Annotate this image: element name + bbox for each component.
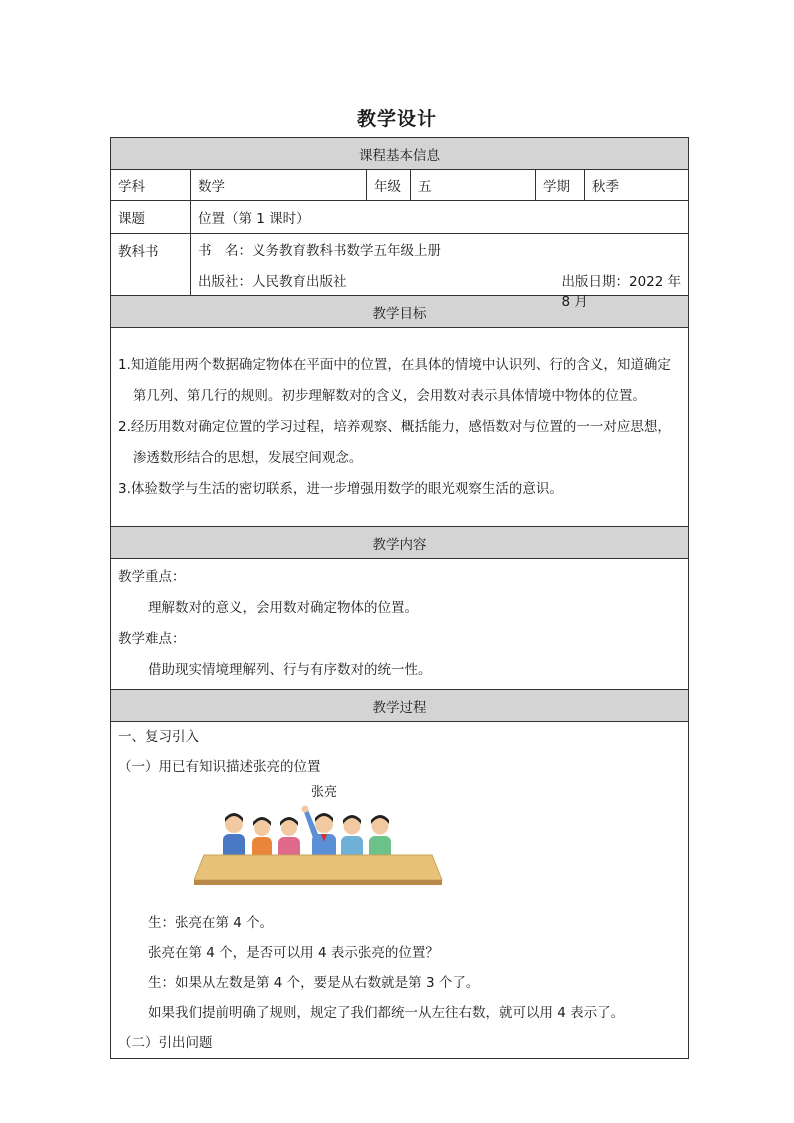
book-line: 书 名：义务教育教科书数学五年级上册 xyxy=(191,234,689,265)
dialog-line: 如果我们提前明确了规则，规定了我们都统一从左往右数，就可以用 4 表示了。 xyxy=(148,1005,625,1021)
lesson-table xyxy=(110,137,689,1059)
key-label: 教学重点： xyxy=(118,569,186,585)
objectives-body xyxy=(111,328,689,527)
topic-label: 课题 xyxy=(111,201,191,234)
topic-value: 位置（第 1 课时） xyxy=(191,201,689,234)
step1: 一、复习引入 xyxy=(118,729,199,745)
difficulty-text: 借助现实情境理解列、行与有序数对的统一性。 xyxy=(148,662,432,678)
objective-item: 1.知道能用两个数据确定物体在平面中的位置，在具体的情境中认识列、行的含义，知道确定第几列、第几行的规则。初步理解数对的含义，会用数对表示具体情境中物体的位置。 xyxy=(118,356,671,404)
desk-top xyxy=(194,855,442,880)
objective-item: 2.经历用数对确定位置的学习过程，培养观察、概括能力，感悟数对与位置的一一对应思想，渗透数形结合的思想，发展空间观念。 xyxy=(118,418,671,466)
grade-value: 五 xyxy=(411,170,536,201)
students-illustration xyxy=(194,782,444,906)
content-header: 教学内容 xyxy=(111,527,689,559)
dialog-line: 生：如果从左数是第 4 个，要是从右数就是第 3 个了。 xyxy=(148,975,480,991)
subject-label: 学科 xyxy=(111,170,191,201)
dialog-line: 生：张亮在第 4 个。 xyxy=(148,915,274,931)
sub1: （一）用已有知识描述张亮的位置 xyxy=(118,759,321,775)
date-line: 出版日期：2022 年 8 月 xyxy=(561,273,682,310)
basic-info-header: 课程基本信息 xyxy=(111,138,689,170)
student-figure xyxy=(302,806,337,862)
process-header: 教学过程 xyxy=(111,690,689,722)
objectives-header: 教学目标 xyxy=(111,296,689,328)
page-title: 教学设计 xyxy=(356,108,437,130)
dialog-line: 张亮在第 4 个，是否可以用 4 表示张亮的位置？ xyxy=(148,945,439,961)
student-figure xyxy=(278,817,300,861)
subject-value: 数学 xyxy=(191,170,367,201)
difficulty-label: 教学难点： xyxy=(118,631,186,647)
student-figure xyxy=(223,813,245,860)
publisher-line: 出版社：人民教育出版社 xyxy=(198,273,347,290)
key-text: 理解数对的意义，会用数对确定物体的位置。 xyxy=(148,600,418,616)
content-body xyxy=(111,559,689,690)
grade-label: 年级 xyxy=(367,170,411,201)
student-figure xyxy=(341,815,363,861)
classroom-figure xyxy=(194,782,681,906)
term-value: 秋季 xyxy=(585,170,689,201)
term-label: 学期 xyxy=(536,170,585,201)
sub2: （二）引出问题 xyxy=(118,1035,213,1051)
publisher-row xyxy=(191,265,689,310)
objective-item: 3.体验数学与生活的密切联系，进一步增强用数学的眼光观察生活的意识。 xyxy=(118,480,563,497)
zhangliang-label: 张亮 xyxy=(311,785,338,800)
student-figure xyxy=(369,815,391,861)
process-body xyxy=(111,722,689,1059)
desk-edge xyxy=(194,880,442,885)
student-figure xyxy=(252,817,272,861)
textbook-label: 教科书 xyxy=(111,234,191,296)
